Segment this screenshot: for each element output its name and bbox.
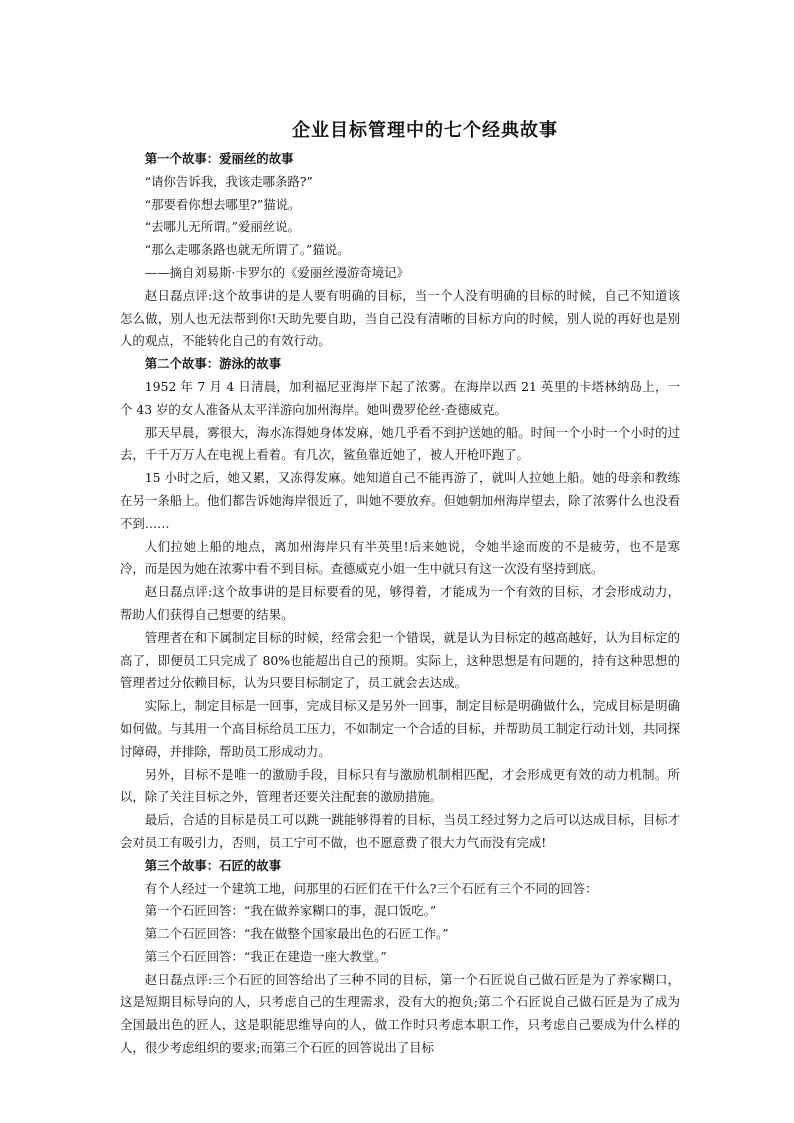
story-3-heading: 第三个故事：石匠的故事 (144, 857, 282, 873)
body-paragraph: 有个人经过一个建筑工地，问那里的石匠们在干什么?三个石匠有三个不同的回答： (144, 880, 598, 896)
document-title: 企业目标管理中的七个经典故事 (292, 120, 558, 141)
document-page (120, 120, 680, 1060)
dialogue-line: “那要看你想去哪里?”猫说。 (144, 196, 301, 212)
body-paragraph: 那天早晨，雾很大，海水冻得她身体发麻，她几乎看不到护送她的船。时间一个小时一个小时的过去，千千万万人在电视上看着。有几次，鲨鱼靠近她了，被人开枪吓跑了。 (120, 424, 680, 463)
story-2-heading: 第二个故事：游泳的故事 (144, 356, 282, 372)
commentary-paragraph: 赵日磊点评:这个故事讲的是人要有明确的目标，当一个人没有明确的目标的时候，自己不知道该怎么做，别人也无法帮到你!天助先要自助，当自己没有清晰的目标方向的时候，别人说的再好也是别人的观点，不能转化自己的有效行动。 (120, 287, 680, 349)
dialogue-line: “请你告诉我，我该走哪条路?” (144, 173, 313, 189)
body-paragraph: 管理者在和下属制定目标的时候，经常会犯一个错误，就是认为目标定的越高越好，认为目标定的高了，即便员工只完成了 80%也能超出自己的预期。实际上，这种思想是有问题的，持有这种思想的管理者过分依赖目标，认为只要目标制定了，员工就会去达成。 (120, 629, 680, 691)
body-paragraph: 人们拉她上船的地点，离加州海岸只有半英里!后来她说，令她半途而废的不是疲劳，也不是寒冷，而是因为她在浓雾中看不到目标。查德威克小姐一生中就只有这一次没有坚持到底。 (120, 538, 680, 577)
dialogue-line: 第一个石匠回答：“我在做养家糊口的事，混口饭吃。” (144, 903, 437, 919)
body-paragraph: 实际上，制定目标是一回事，完成目标又是另外一回事，制定目标是明确做什么，完成目标是明确如何做。与其用一个高目标给员工压力，不如制定一个合适的目标，并帮助员工制定行动计划，共同探讨障碍，并排除，帮助员工形成动力。 (120, 698, 680, 759)
body-paragraph: 另外，目标不是唯一的激励手段，目标只有与激励机制相匹配，才会形成更有效的动力机制。所以，除了关注目标之外，管理者还要关注配套的激励措施。 (120, 766, 680, 805)
story-2 (120, 353, 680, 855)
story-1-heading: 第一个故事：爱丽丝的故事 (144, 151, 294, 166)
dialogue-line: “去哪儿无所谓。”爱丽丝说。 (144, 219, 300, 235)
commentary-paragraph: 赵日磊点评:三个石匠的回答给出了三种不同的目标，第一个石匠说自己做石匠是为了养家糊口，这是短期目标导向的人，只考虑自己的生理需求，没有大的抱负;第二个石匠说自己做石匠是为了成为全国最出色的匠人，这是职能思维导向的人，做工作时只考虑本职工作，只考虑自己要成为什么样的人，很少考虑组织的要求;而第三个石匠的回答说出了目标 (120, 971, 680, 1056)
dialogue-line: 第三个石匠回答：“我正在建造一座大教堂。” (144, 948, 387, 964)
source-citation: ——摘自刘易斯·卡罗尔的《爱丽丝漫游奇境记》 (144, 264, 409, 280)
story-1 (120, 148, 680, 353)
commentary-paragraph: 赵日磊点评:这个故事讲的是目标要看的见，够得着，才能成为一个有效的目标，才会形成动力，帮助人们获得自己想要的结果。 (120, 584, 680, 622)
dialogue-line: 第二个石匠回答：“我在做整个国家最出色的石匠工作。” (144, 926, 449, 942)
body-paragraph: 15 小时之后，她又累，又冻得发麻。她知道自己不能再游了，就叫人拉她上船。她的母亲和教练在另一条船上。他们都告诉她海岸很近了，叫她不要放弃。但她朝加州海岸望去，除了浓雾什么也没看不到…… (120, 470, 680, 531)
body-paragraph: 最后，合适的目标是员工可以跳一跳能够得着的目标，当员工经过努力之后可以达成目标，目标才会对员工有吸引力，否则，员工宁可不做，也不愿意费了很大力气而没有完成! (120, 812, 680, 850)
body-paragraph: 1952 年 7 月 4 日清晨，加利福尼亚海岸下起了浓雾。在海岸以西 21 英里的卡塔林纳岛上，一个 43 岁的女人准备从太平洋游向加州海岸。她叫费罗伦丝·查德威克。 (120, 378, 680, 417)
dialogue-line: “那么走哪条路也就无所谓了。”猫说。 (144, 242, 350, 258)
story-3 (120, 855, 680, 1060)
